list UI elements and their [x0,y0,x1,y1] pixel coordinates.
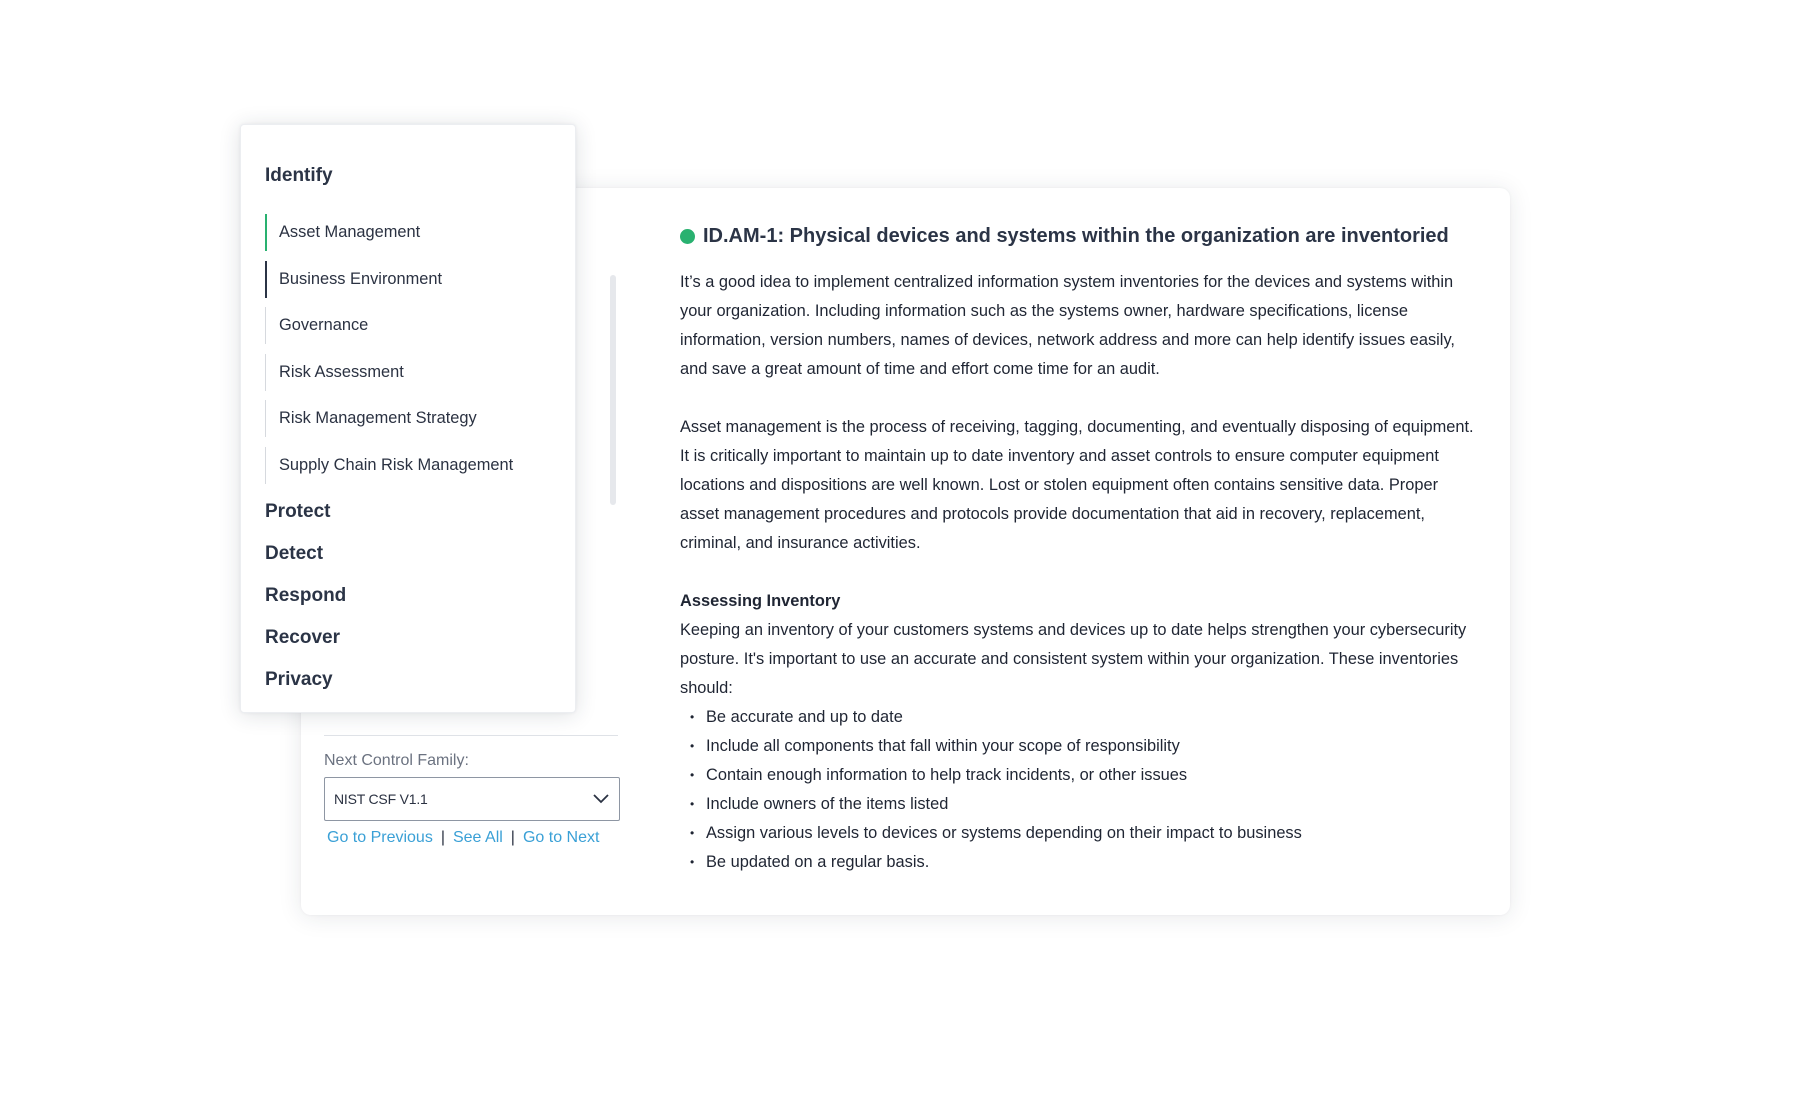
link-separator: | [510,829,515,846]
nav-item-risk-assessment[interactable] [265,354,555,391]
nav-item-label: Supply Chain Risk Management [279,456,514,474]
nav-item-governance[interactable] [265,307,555,344]
control-content [680,224,1480,877]
list-item: • Assign various levels to devices or systems depending on their impact to business [680,819,1480,848]
inventory-requirements-list [680,703,1480,877]
nav-group-identify[interactable]: Identify [265,165,333,186]
item-indicator [265,447,266,484]
active-indicator [265,214,267,251]
control-title: ID.AM-1: Physical devices and systems within the organization are inventoried [703,224,1449,247]
nav-group-privacy[interactable]: Privacy [265,669,333,690]
assessing-inventory-heading: Assessing Inventory [680,592,841,610]
nav-group-detect[interactable]: Detect [265,543,324,564]
control-family-nav [240,124,576,713]
nav-item-supply-chain-risk-management[interactable] [265,447,555,484]
list-item: • Include all components that fall within your scope of responsibility [680,732,1480,761]
go-to-next-link[interactable]: Go to Next [522,829,600,846]
nav-item-label: Risk Assessment [279,363,404,381]
nav-group-recover[interactable]: Recover [265,627,340,648]
list-item: • Include owners of the items listed [680,790,1480,819]
list-item: • Contain enough information to help track incidents, or other issues [680,761,1480,790]
pagination-links [327,829,599,847]
control-family-select-value: NIST CSF V1.1 [334,791,428,807]
nav-item-business-environment[interactable] [265,261,555,298]
intro-paragraph: It’s a good idea to implement centralized information system inventories for the devices and systems within your organization. Including information such as the systems owner, hardware specifications, license information, version numbers, names of devices, network address and more can help identify issues easily, and save a great amount of time and effort come time for an audit. [680,273,1455,378]
item-indicator [265,354,266,391]
item-indicator [265,307,266,344]
list-item: • Be updated on a regular basis. [680,848,1480,877]
chevron-down-icon [592,793,610,805]
nav-item-label: Governance [279,316,369,334]
next-control-family-label: Next Control Family: [324,752,469,769]
asset-management-paragraph: Asset management is the process of receiving, tagging, documenting, and eventually disposing of equipment. It is critically important to maintain up to date inventory and asset controls to ensure computer equipment locations and dispositions are well known. Lost or stolen equipment often contains sensitive data. Proper asset management procedures and protocols provide documentation that aid in recovery, replacement, criminal, and insurance activities. [680,418,1474,552]
go-to-previous-link[interactable]: Go to Previous [327,829,433,846]
nav-item-risk-management-strategy[interactable] [265,400,555,437]
link-separator: | [440,829,445,846]
inventory-paragraph: Keeping an inventory of your customers systems and devices up to date helps strengthen your cybersecurity posture. It's important to use an accurate and consistent system within your organization. These inventories should: [680,621,1467,697]
nav-item-asset-management[interactable] [265,214,555,251]
nav-group-respond[interactable]: Respond [265,585,347,606]
see-all-link[interactable]: See All [452,829,503,846]
item-indicator [265,400,266,437]
control-family-select[interactable] [324,777,620,821]
nav-item-label: Risk Management Strategy [279,409,477,427]
nav-group-protect[interactable]: Protect [265,501,331,522]
status-dot-icon [680,229,695,244]
hover-indicator [265,261,267,298]
divider [324,735,618,736]
nav-item-label: Asset Management [279,223,421,241]
control-title-row [680,224,1480,248]
nav-item-label: Business Environment [279,270,443,288]
list-item: • Be accurate and up to date [680,703,1480,732]
nav-scrollbar[interactable] [610,275,616,505]
